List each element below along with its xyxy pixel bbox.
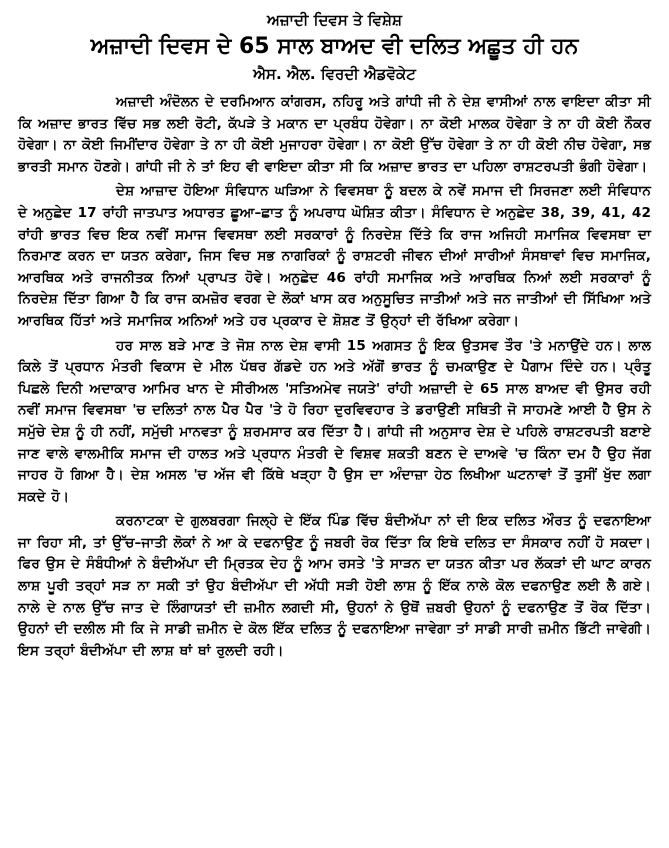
- article-body: [18, 92, 651, 662]
- article-byline: ਐਸ. ਐਲ. ਵਿਰਦੀ ਐਡਵੋਕੇਟ: [253, 65, 416, 83]
- paragraph-independence-day: ਹਰ ਸਾਲ ਬੜੇ ਮਾਣ ਤੇ ਜੋਸ਼ ਨਾਲ ਦੇਸ਼ ਵਾਸੀ 15 ਅਗਸਤ ਨੂੰ ਇਕ ਉਤਸਵ ਤੌਰ 'ਤੇ ਮਨਾਉਂਦੇ ਹਨ। ਲਾਲ ਕਿਲੇ ਤੋਂ ਪ੍ਰਧਾਨ ਮੰਤਰੀ ਵਿਕਾਸ ਦੇ ਮੀਲ ਪੱਥਰ ਗੱਡਦੇ ਹਨ ਅਤੇ ਅੱਗੋਂ ਭਾਰਤ ਨੂੰ ਚਮਕਾਉਣ ਦੇ ਪੈਗਾਮ ਦਿੰਦੇ ਹਨ। ਪ੍ਰੰਤੂ ਪਿਛਲੇ ਦਿਨੀ ਅਦਾਕਾਰ ਆਮਿਰ ਖਾਨ ਦੇ ਸੀਰੀਅਲ 'ਸਤਿਅਮੇਵ ਜਯਤੇ' ਰਾਂਹੀ ਅਜ਼ਾਦੀ ਦੇ 65 ਸਾਲ ਬਾਅਦ ਵੀ ਉਸਰ ਰਹੀ ਨਵੀਂ ਸਮਾਜ ਵਿਵਸਥਾ 'ਚ ਦਲਿਤਾਂ ਨਾਲ ਪੈਰ ਪੈਰ 'ਤੇ ਹੋ ਰਿਹਾ ਦੁਰਵਿਵਹਾਰ ਤੇ ਡਰਾਉਣੀ ਸਥਿਤੀ ਜੋ ਸਾਹਮਣੇ ਆਈ ਹੈ ਉਸ ਨੇ ਸਮੁੱਚੇ ਦੇਸ਼ ਨੂੰ ਹੀ ਨਹੀਂ, ਸਮੁੱਚੀ ਮਾਨਵਤਾ ਨੂੰ ਸ਼ਰਮਸਾਰ ਕਰ ਦਿੱਤਾ ਹੈ। ਗਾਂਧੀ ਜੀ ਅਨੁਸਾਰ ਦੇਸ਼ ਦੇ ਪਹਿਲੇ ਰਾਸ਼ਟਰਪਤੀ ਬਣਾਏ ਜਾਣ ਵਾਲੇ ਵਾਲਮੀਕਿ ਸਮਾਜ ਦੀ ਹਾਲਤ ਅਤੇ ਪ੍ਰਧਾਨ ਮੰਤਰੀ ਦੇ ਵਿਸ਼ਵ ਸ਼ਕਤੀ ਬਣਨ ਦੇ ਦਾਅਵੇ 'ਚ ਕਿੰਨਾ ਦਮ ਹੈ ਉਹ ਜੱਗ ਜਾਹਰ ਹੋ ਗਿਆ ਹੈ। ਦੇਸ਼ ਅਸਲ 'ਚ ਅੱਜ ਵੀ ਕਿੱਥੇ ਖੜ੍ਹਾ ਹੈ ਉਸ ਦਾ ਅੰਦਾਜ਼ਾ ਹੇਠ ਲਿਖੀਆ ਘਟਨਾਵਾਂ ਤੋਂ ਤੁਸੀਂ ਖੁੱਦ ਲਗਾ ਸਕਦੇ ਹੋ।: [18, 337, 651, 505]
- paragraph-constitution: ਦੇਸ਼ ਆਜ਼ਾਦ ਹੋਇਆ ਸੰਵਿਧਾਨ ਘੜਿਆ ਨੇ ਵਿਵਸਥਾ ਨੂੰ ਬਦਲ ਕੇ ਨਵੇਂ ਸਮਾਜ ਦੀ ਸਿਰਜਣਾ ਲਈ ਸੰਵਿਧਾਨ ਦੇ ਅਨੁਛੇਦ 17 ਰਾਂਹੀ ਜਾਤਪਾਤ ਅਧਾਰਤ ਛੂਆ–ਛਾਤ ਨੂੰ ਅਪਰਾਧ ਘੋਸ਼ਿਤ ਕੀਤਾ। ਸੰਵਿਧਾਨ ਦੇ ਅਨੁਛੇਦ 38, 39, 41, 42 ਰਾਂਹੀ ਭਾਰਤ ਵਿਚ ਇਕ ਨਵੀਂ ਸਮਾਜ ਵਿਵਸਥਾ ਲਈ ਸਰਕਾਰਾਂ ਨੂੰ ਨਿਰਦੇਸ਼ ਦਿੱਤੇ ਕਿ ਰਾਜ ਅਜਿਹੀ ਸਮਾਜਿਕ ਵਿਵਸਥਾ ਦਾ ਨਿਰਮਾਣ ਕਰਨ ਦਾ ਯਤਨ ਕਰੇਗਾ, ਜਿਸ ਵਿਚ ਸਭ ਨਾਗਰਿਕਾਂ ਨੂੰ ਰਾਸ਼ਟਰੀ ਜੀਵਨ ਦੀਆਂ ਸਾਰੀਆਂ ਸੰਸਥਾਵਾਂ ਵਿਚ ਸਮਾਜਿਕ, ਆਰਥਿਕ ਅਤੇ ਰਾਜਨੀਤਕ ਨਿਆਂ ਪ੍ਰਾਪਤ ਹੋਵੇ। ਅਨੁਛੇਦ 46 ਰਾਂਹੀ ਸਮਾਜਿਕ ਅਤੇ ਆਰਥਿਕ ਨਿਆਂ ਲਈ ਸਰਕਾਰਾਂ ਨੂੰ ਨਿਰਦੇਸ਼ ਦਿੱਤਾ ਗਿਆ ਹੈ ਕਿ ਰਾਜ ਕਮਜ਼ੋਰ ਵਰਗ ਦੇ ਲੋਕਾਂ ਖਾਸ ਕਰ ਅਨੁਸੂਚਿਤ ਜਾਤੀਆਂ ਅਤੇ ਜਨ ਜਾਤੀਆਂ ਦੀ ਸਿੱਖਿਆ ਅਤੇ ਆਰਥਿਕ ਹਿੱਤਾਂ ਅਤੇ ਸਮਾਜਿਕ ਅਨਿਆਂ ਅਤੇ ਹਰ ਪ੍ਰਕਾਰ ਦੇ ਸ਼ੋਸ਼ਣ ਤੋਂ ਉਨ੍ਹਾਂ ਦੀ ਰੱਖਿਆ ਕਰੇਗਾ।: [18, 183, 651, 329]
- paragraph-gulbarga-incident: ਕਰਨਾਟਕਾ ਦੇ ਗੁਲਬਰਗਾ ਜਿਲ੍ਹੇ ਦੇ ਇੱਕ ਪਿੰਡ ਵਿੱਚ ਬੰਦੀਅੱਪਾ ਨਾਂ ਦੀ ਇਕ ਦਲਿਤ ਔਰਤ ਨੂੰ ਦਫਨਾਇਆ ਜਾ ਰਿਹਾ ਸੀ, ਤਾਂ ਉੱਚ–ਜਾਤੀ ਲੋਕਾਂ ਨੇ ਆ ਕੇ ਦਫਨਾਉਣ ਨੂੰ ਜਬਰੀ ਰੋਕ ਦਿੱਤਾ ਕਿ ਇਥੇ ਦਲਿਤ ਦਾ ਸੰਸਕਾਰ ਨਹੀਂ ਹੋ ਸਕਦਾ। ਫਿਰ ਉਸ ਦੇ ਸੰਬੰਧੀਆਂ ਨੇ ਬੰਦੀਅੱਪਾ ਦੀ ਮ੍ਰਿਤਕ ਦੇਹ ਨੂੰ ਆਮ ਰਸਤੇ 'ਤੇ ਸਾੜਨ ਦਾ ਯਤਨ ਕੀਤਾ ਪਰ ਲੱਕੜਾਂ ਦੀ ਘਾਟ ਕਾਰਨ ਲਾਸ਼ ਪੂਰੀ ਤਰ੍ਹਾਂ ਸੜ ਨਾ ਸਕੀ ਤਾਂ ਉਹ ਬੰਦੀਅੱਪਾ ਦੀ ਅੱਧੀ ਸੜੀ ਹੋਈ ਲਾਸ਼ ਨੂੰ ਇੱਕ ਨਾਲੇ ਕੋਲ ਦਫਨਾਉਣ ਲਈ ਲੈ ਗਏ। ਨਾਲੇ ਦੇ ਨਾਲ ਉੱਚ ਜਾਤ ਦੇ ਲਿੰਗਾਯਤਾਂ ਦੀ ਜ਼ਮੀਨ ਲਗਦੀ ਸੀ, ਉਹਨਾਂ ਨੇ ਉਥੋਂ ਜ਼ਬਰੀ ਉਹਨਾਂ ਨੂੰ ਦਫਨਾਉਣ ਤੋਂ ਰੋਕ ਦਿੱਤਾ। ਉਹਨਾਂ ਦੀ ਦਲੀਲ ਸੀ ਕਿ ਜੇ ਸਾਡੀ ਜ਼ਮੀਨ ਦੇ ਕੋਲ ਇੱਕ ਦਲਿਤ ਨੂੰ ਦਫਨਾਇਆ ਜਾਵੇਗਾ ਤਾਂ ਸਾਡੀ ਸਾਰੀ ਜ਼ਮੀਨ ਭਿੱਟੀ ਜਾਵੇਗੀ। ਇਸ ਤਰ੍ਹਾਂ ਬੰਦੀਅੱਪਾ ਦੀ ਲਾਸ਼ ਥਾਂ ਥਾਂ ਰੁਲਦੀ ਰਹੀ।: [18, 513, 651, 659]
- article-kicker: ਅਜ਼ਾਦੀ ਦਿਵਸ ਤੇ ਵਿਸ਼ੇਸ਼: [266, 11, 403, 29]
- article-headline: ਅਜ਼ਾਦੀ ਦਿਵਸ ਦੇ 65 ਸਾਲ ਬਾਅਦ ਵੀ ਦਲਿਤ ਅਛੂਤ ਹੀ ਹਨ: [90, 34, 579, 59]
- paragraph-independence-promises: ਅਜ਼ਾਦੀ ਅੰਦੋਲਨ ਦੇ ਦਰਮਿਆਨ ਕਾਂਗਰਸ, ਨਹਿਰੂ ਅਤੇ ਗਾਂਧੀ ਜੀ ਨੇ ਦੇਸ਼ ਵਾਸੀਆਂ ਨਾਲ ਵਾਇਦਾ ਕੀਤਾ ਸੀ ਕਿ ਅਜ਼ਾਦ ਭਾਰਤ ਵਿੱਚ ਸਭ ਲਈ ਰੋਟੀ, ਕੱਪੜੇ ਤੇ ਮਕਾਨ ਦਾ ਪ੍ਰਬੰਧ ਹੋਵੇਗਾ। ਨਾ ਕੋਈ ਮਾਲਕ ਹੋਵੇਗਾ ਤੇ ਨਾ ਹੀ ਕੋਈ ਨੌਕਰ ਹੋਵੇਗਾ। ਨਾ ਕੋਈ ਜਿਮੀਂਦਾਰ ਹੋਵੇਗਾ ਤੇ ਨਾ ਹੀ ਕੋਈ ਮੁਜਾਹਰਾ ਹੋਵੇਗਾ। ਨਾ ਕੋਈ ਉੱਚ ਹੋਵੇਗਾ ਤੇ ਨਾ ਹੀ ਕੋਈ ਨੀਚ ਹੋਵੇਗਾ, ਸਭ ਭਾਰਤੀ ਸਮਾਨ ਹੋਣਗੇ। ਗਾਂਧੀ ਜੀ ਨੇ ਤਾਂ ਇਹ ਵੀ ਵਾਇਦਾ ਕੀਤਾ ਸੀ ਕਿ ਅਜ਼ਾਦ ਭਾਰਤ ਦਾ ਪਹਿਲਾ ਰਾਸ਼ਟਰਪਤੀ ਭੰਗੀ ਹੋਵੇਗਾ।: [18, 94, 651, 175]
